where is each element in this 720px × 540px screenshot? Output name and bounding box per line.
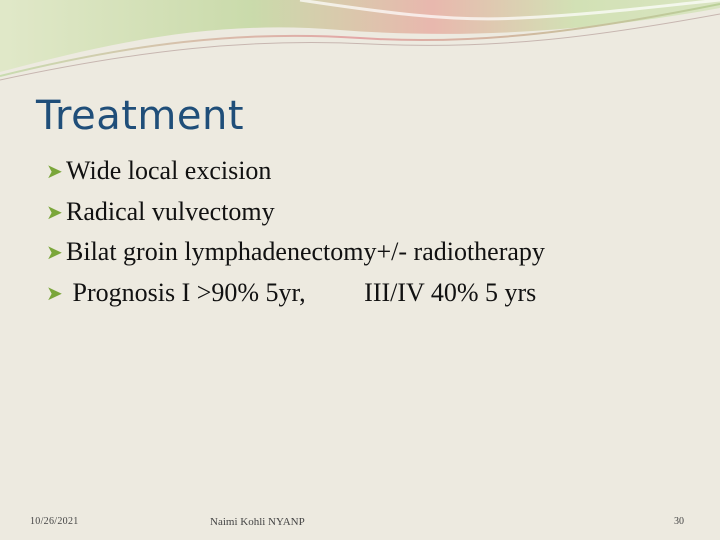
- bullet-item: [46, 151, 545, 192]
- arrowhead-icon: ➤: [46, 199, 63, 224]
- arrowhead-icon: ➤: [46, 240, 63, 265]
- arrowhead-icon: ➤: [46, 159, 63, 184]
- bullet-text: Bilat groin lymphadenectomy+/- radiotherapy: [66, 237, 545, 267]
- footer-page-number: 30: [674, 516, 684, 527]
- footer-date: 10/26/2021: [30, 516, 79, 527]
- bullet-text: Prognosis I >90% 5yr, III/IV 40% 5 yrs: [66, 277, 537, 307]
- bullet-item: [46, 273, 545, 314]
- footer-author: Naimi Kohli NYANP: [210, 516, 305, 528]
- bullet-item: [46, 192, 545, 233]
- bullet-list: [46, 151, 545, 313]
- arrowhead-icon: ➤: [46, 280, 63, 305]
- bullet-item: [46, 232, 545, 273]
- bullet-text: Wide local excision: [66, 156, 272, 186]
- header-wave-decoration: [0, 0, 720, 90]
- bullet-text: Radical vulvectomy: [66, 196, 275, 226]
- slide-title: Treatment: [36, 93, 245, 139]
